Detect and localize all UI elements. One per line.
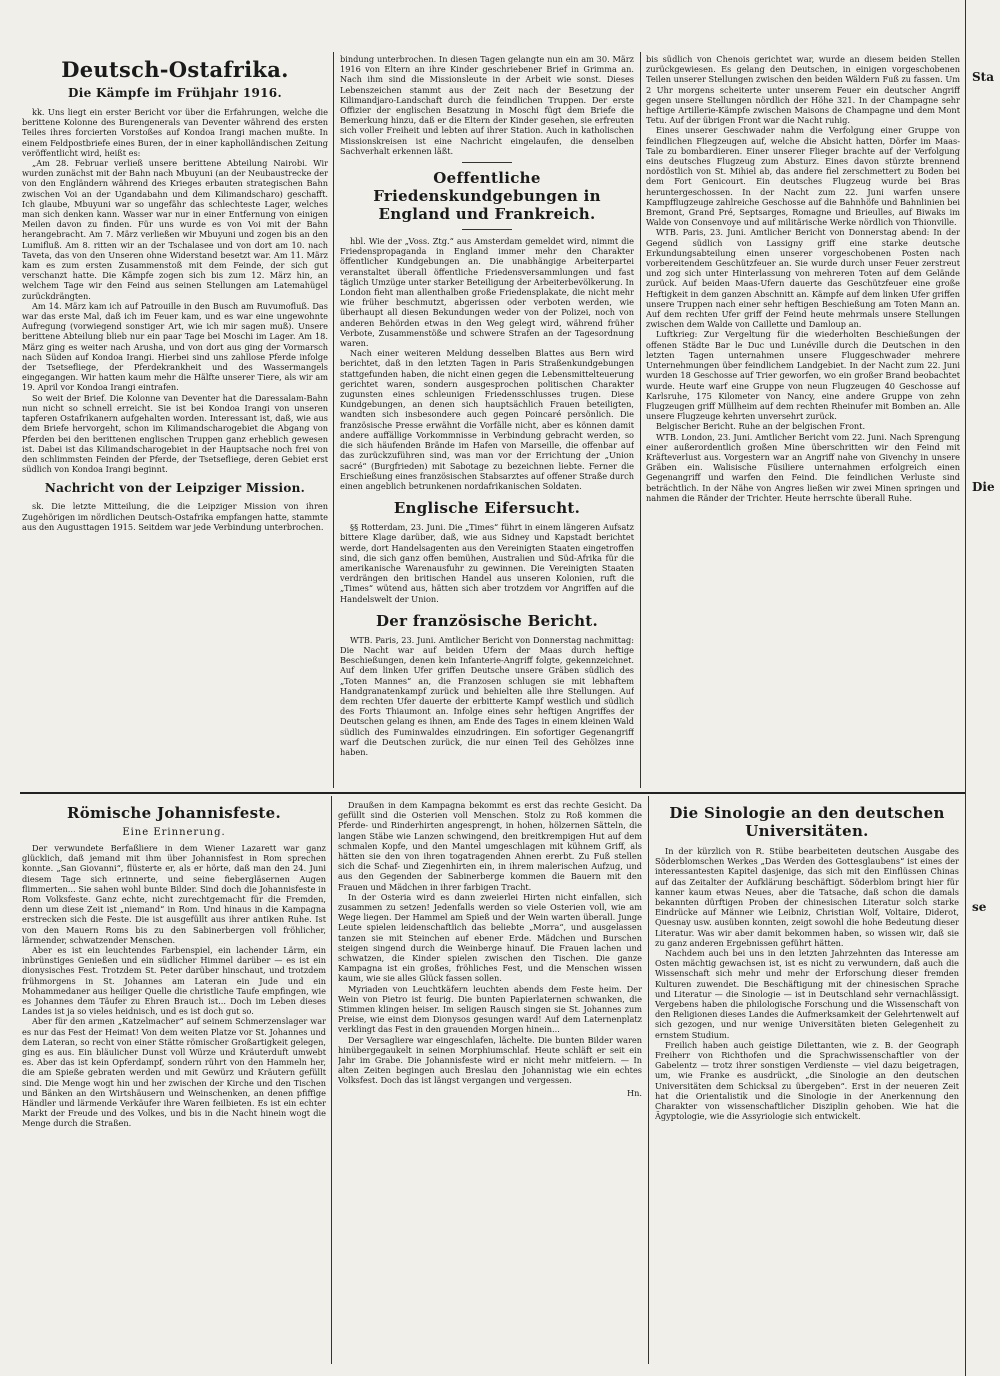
headline-leipziger-mission: Nachricht von der Leipziger Mission. [44, 481, 306, 496]
edge-fragment: se [972, 900, 987, 914]
author-signature: Hn. [626, 1087, 642, 1098]
column-1 [22, 54, 328, 788]
bottom-column-2 [338, 800, 642, 1364]
article-paragraph: Aber es ist ein leuchtendes Farbenspiel, ein lachender Lärm, ein inbrünstiges Genießen und ein südlicher Himmel darüber — es ist ein dionysisches Fest. Trotzdem St. Peter darüber hinschaut, und trotzdem frühmorgens in St. Johannes am Lateran ein Jude und ein Mohammedaner aus heiliger Quelle die christliche Taufe empfingen, wie es Johannes dem Täufer zu Ehren Brauch ist... Doch im Leben dieses Landes ist ja so vieles heidnisch, und es ist doch gut so. [22, 945, 326, 1017]
article-paragraph: kk. Uns liegt ein erster Bericht vor über die Erfahrungen, welche die berittene Kolonne des Burengenerals van Deventer während des ersten Teiles ihres forcierten Vorstoßes auf Kondoa Irangi machen mußte. In einem Feldpostbriefe eines Buren, der in einer kapholländischen Zeitung veröffentlicht wird, heißt es: [22, 107, 328, 158]
article-paragraph: Am 14. März kam ich auf Patrouille in den Busch am Ruvumofluß. Das war das erste Mal, daß ich im Feuer kam, und es war eine ungewohnte Aufregung (vorwiegend sonstiger Art, wie ich mir sagen muß). Unsere berittene Abteilung blieb nur ein paar Tage bei Moschi im Lager. Am 18. März ging es weiter nach Arusha, und von dort aus ging der Vormarsch nach Süden auf Kondoa Irangi. Hierbei sind uns zahllose Pferde infolge der Tsetsefliege, der Pferdekrankheit und des Wassermangels eingegangen. Wir hatten kaum mehr die Hälfte unserer Tiere, als wir am 19. April vor Kondoa Irangi eintrafen. [22, 300, 328, 393]
edge-fragment: Die [972, 480, 995, 494]
article-paragraph: §§ Rotterdam, 23. Juni. Die „Times“ führt in einem längeren Aufsatz bittere Klage darüber, daß, wie aus Sidney und Kapstadt berichtet werde, dort Handelsagenten aus den Vereinigten Staaten eingetroffen sind, die sich ganz offen bemühen, Australien und Süd-Afrika für die amerikanische Warenausfuhr zu gewinnen. Die Vereinigten Staaten verdrängen den britischen Handel aus unseren Kolonien, ruft die „Times“ wütend aus, hätten sich aber trotzdem vor Angriffen auf die Handelswelt der Union. [340, 522, 634, 604]
article-paragraph: Belgischer Bericht. Ruhe an der belgischen Front. [656, 421, 866, 432]
article-paragraph: Aber für den armen „Katzelmacher“ auf seinem Schmerzenslager war es nur das Fest der Heimat! Von dem weiten Platze vor St. Johannes und dem Lateran, so recht von einer Stätte römischer Großartigkeit gelegen, ging es aus. Ein bläulicher Dunst voll Würze und Kräuterduft umwebt es. Aber das ist kein Opferdampf, sondern rührt von den Hammeln her, die am Spieße gebraten werden und mit Gewürz und Kräutern gefüllt sind. Die Menge wogt hin und her zwischen der Kirche und den Tischen und Bänken an den Wirtshäusern und Weinschenken, an denen pfiffige Händler und lärmende Verkäufer ihre Waren feilbieten. Es ist ein echter Markt der Freude und des Volkes, und bis in die Nacht hinein wogt die Menge durch die Straßen. [22, 1016, 326, 1129]
article-paragraph: hbl. Wie der „Voss. Ztg.“ aus Amsterdam gemeldet wird, nimmt die Friedenspropaganda in England immer mehr den Charakter öffentlicher Kundgebungen an. Die unabhängige Arbeiterpartei veranstaltet überall öffentliche Friedensversammlungen und fast täglich Umzüge unter starker Beteiligung der Arbeiterbevölkerung. In London fieht man allenthalben große Friedensplakate, die nicht mehr wie früher beschmutzt, abgerissen oder verboten werden, wie überhaupt all diesen Bekundungen weder von der Polizei, noch von anderen Behörden etwas in den Weg gelegt wird, während früher Verbote, Zusammenstöße und schwere Strafen an der Tagesordnung waren. [340, 236, 634, 349]
subhead-kaempfe: Die Kämpfe im Frühjahr 1916. [68, 86, 282, 100]
column-2 [340, 54, 634, 788]
article-paragraph: So weit der Brief. Die Kolonne van Deventer hat die Daressalam-Bahn nun nicht so schnell erreicht. Sie ist bei Kondoa Irangi von unseren tapferen Ostafrikanern aufgehalten worden. Interessant ist, daß, wie aus dem Briefe hervorgeht, schon im Kilimandscharogebiet die Abgang von Pferden bei den berittenen englischen Truppen ganz erheblich gewesen ist. Dabei ist das Kilimandscharogebiet in der Hauptsache noch frei von den schlimmsten Feinden der Pferde, der Tsetsefliege, deren Gebiet erst südlich von Kondoa Irangi beginnt. [22, 392, 328, 475]
headline-englische-eifersucht: Englische Eifersucht. [393, 499, 581, 518]
article-paragraph: Luftkrieg: Zur Vergeltung für die wiederholten Beschießungen der offenen Städte Bar le Duc und Lunéville durch die Deutschen in den letzten Tagen unternahmen unsere Fluggeschwader mehrere Unternehmungen über feindlichem Landgebiet. In der Nacht zum 22. Juni wurden 18 Geschosse auf Trier geworfen, wo ein großer Brand beobachtet wurde. Heute warf eine Gruppe von neun Flugzeugen 40 Geschosse auf Karlsruhe, 175 Kilometer von Nancy, eine andere Gruppe von zehn Flugzeugen griff Müllheim auf dem rechten Rheinufer mit Bomben an. Alle unsere Flugzeuge kehrten unversehrt zurück. [646, 329, 960, 422]
separator [462, 162, 512, 163]
column-rule [648, 796, 649, 1364]
headline-sinologie: Die Sinologie an den deutschen Universitäten. [669, 804, 945, 840]
subhead-erinnerung: Eine Erinnerung. [122, 827, 226, 838]
article-paragraph: bindung unterbrochen. In diesen Tagen gelangte nun ein am 30. März 1916 von Eltern an ihre Kinder geschriebener Brief in Grimma an. Nach ihm sind die Missionsleute in der Arbeit wie sonst. Dieses Lebenszeichen stammt aus der Zeit nach der Besetzung der Kilimandjaro-Landschaft durch die feindlichen Truppen. Der erste Offizier der englischen Besatzung in Moschi fügt dem Briefe die Bemerkung hinzu, daß er die Eltern der Kinder gesehen, sie erfreuten sich voller Freiheit und lebten auf ihrer Station. Auch in katholischen Missionskreisen ist eine Nachricht eingelaufen, die denselben Sachverhalt erkennen läßt. [340, 54, 634, 156]
column-3 [646, 54, 960, 788]
article-paragraph: Freilich haben auch geistige Dilettanten, wie z. B. der Geograph Freiherr von Richthofen und die Sprachwissenschaftler von der Gabelentz — trotz ihrer sonstigen Verdienste — viel dazu beigetragen, um, wie Franke es ausdrückt, „die Sinologie an den deutschen Universitäten dem Schicksal zu übergeben“. Erst in der neueren Zeit hat die Orientalistik und die Sinologie in der Anerkennung den Charakter von wissenschaftlicher Disziplin gehoben. Wie hat die Ägyptologie, wie die Assyriologie sich entwickelt. [655, 1039, 959, 1122]
headline-johannisfeste: Römische Johannisfeste. [66, 804, 281, 822]
column-rule [965, 0, 966, 1376]
article-paragraph: In der Osteria wird es dann zweierlei Hirten nicht einfallen, sich zusammen zu setzen! Jedenfalls werden so viele Osterien voll, wie am Wege liegen. Der Hammel am Spieß und der Wein warten überall. Junge Leute spielen leidenschaftlich das beliebte „Morra“, und ausgelassen tanzen sie mit Steinchen auf ebener Erde. Mädchen und Burschen steigen singend durch die Weinberge hinauf. Die Frauen lachen und schwatzen, die Kinder spielen zwischen den Tischen. Die ganze Kampagna ist ein großes, fröhliches Fest, und die Menschen wissen kaum, wie sie alles Glück fassen sollen. [338, 891, 642, 984]
column-rule [333, 52, 334, 788]
article-paragraph: WTB. London, 23. Juni. Amtlicher Bericht vom 22. Juni. Nach Sprengung einer außerordentlich großen Mine überschritten wir den Feind mit Kräfteverlust aus. Vorgestern war an Angriff nahe von Givenchy in unsere Gräben ein. Walisische Füsiliere unternahmen erfolgreich einen Gegenangriff und warfen den Feind. Die feindlichen Verluste sind beträchtlich. In der Nähe von Angres ließen wir zwei Minen springen und nahmen die Ränder der Trichter. Heute herrschte überall Ruhe. [646, 431, 960, 503]
headline-franzoesischer-bericht: Der französische Bericht. [375, 611, 599, 630]
article-paragraph: Der Versagliere war eingeschlafen, lächelte. Die bunten Bilder waren hinübergegaukelt in seinen Morphiumschlaf. Heute schläft er seit ein Jahr im Grabe. Die Johannisfeste wird er nicht mehr mitfeiern. — In alten Zeiten begingen auch Breslau den Johannistag wie ein echtes Volksfest. Doch das ist längst vergangen und vergessen. [338, 1034, 642, 1086]
article-paragraph: In der kürzlich von R. Stübe bearbeiteten deutschen Ausgabe des Söderblomschen Werkes „Das Werden des Gottesglaubens“ ist eines der interessantesten Kapitel dasjenige, das sich mit den Einflüssen Chinas auf das Zeitalter der Aufklärung beschäftigt. Söderblom bringt hier für kanner kaum etwas Neues, aber die Tatsache, daß schon die damals bekannten dürftigen Proben der chinesischen Literatur solch starke Eindrücke auf Männer wie Leibniz, Christian Wolf, Voltaire, Diderot, Quesnay usw. ausüben konnten, zeigt sowohl die hohe Bedeutung dieser Literatur. Was wir aber damit bekommen haben, so wissen wir, daß sie zu ganz anderen Ergebnissen geführt hätten. [655, 846, 959, 948]
separator [462, 229, 512, 230]
article-paragraph: Myriaden von Leuchtkäfern leuchten abends dem Feste heim. Der Wein von Pietro ist feurig. Die bunten Papierlaternen schwanken, die Stimmen klingen heiser. Im seligen Rausch singen sie St. Johannes zum Preise, wie einst dem Dionysos gesungen ward! Auf dem Laternenplatz verklingt das Fest in den grauenden Morgen hinein... [338, 983, 642, 1035]
article-paragraph: Der verwundete Berfaßliere in dem Wiener Lazarett war ganz glücklich, daß jemand mit ihm über Johannisfest in Rom sprechen konnte. „San Giovanni“, flüsterte er, als er hörte, daß man den 24. Juni diesem Tage sich erinnerte, und seine fiebergläsernen Augen flimmerten... Sie sahen wohl bunte Bilder. Sind doch die Johannisfeste in Rom Volksfeste. Ganz echte, nicht zurechtgemacht für die Fremden, denn um diese Zeit ist „niemand“ in Rom. Und hinaus in die Kampagna erstrecken sich die Feste. Die ist ausgefüllt aus ihrer antiken Ruhe. Ist von den Mauern Roms bis zu den Sabinerbergen voll fröhlicher, lärmender, schwatzender Menschen. [22, 843, 326, 945]
article-paragraph: Nachdem auch bei uns in den letzten Jahrzehnten das Interesse am Osten mächtig gewachsen ist, ist es nicht zu verwundern, daß auch die Wissenschaft sich mehr und mehr der Erforschung dieser fremden Kulturen zuwendet. Die Beschäftigung mit der chinesischen Sprache und Literatur — die Sinologie — ist in Deutschland sehr vernachlässigt. Vergebens haben die philologische Forschung und die Wissenschaft von den Religionen dieses Landes die Aufmerksamkeit der Gelehrtenwelt auf sich gezogen, und nur wenige Universitäten bieten Gelegenheit zu ernstem Studium. [655, 948, 959, 1040]
headline-deutsch-ostafrika: Deutsch-Ostafrika. [61, 57, 289, 82]
column-rule [331, 796, 332, 1364]
article-paragraph: sk. Die letzte Mitteilung, die die Leipziger Mission von ihren Zugehörigen im nördlichen Deutsch-Ostafrika empfangen hatte, stammte aus den Augusttagen 1915. Seitdem war jede Verbindung unterbrochen. [22, 501, 328, 532]
article-paragraph: bis südlich von Chenois gerichtet war, wurde an diesem beiden Stellen zurückgewiesen. Es gelang den Deutschen, in einigen vorgeschobenen Teilen unserer Stellungen zwischen den beiden Wäldern Fuß zu fassen. Um 2 Uhr morgens scheiterte unter unserem Feuer ein deutscher Angriff gegen unsere Stellungen nördlich der Höhe 321. In der Champagne sehr heftige Artillerie-Kämpfe zwischen Maisons de Champagne und dem Mont Tetu. Auf der übrigen Front war die Nacht ruhig. [646, 54, 960, 126]
section-divider [20, 792, 965, 794]
headline-friedenskundgebungen: Oeffentliche Friedenskundgebungen in England und Frankreich. [373, 169, 601, 224]
bottom-column-3 [655, 800, 959, 1364]
article-paragraph: „Am 28. Februar verließ unsere berittene Abteilung Nairobi. Wir wurden zunächst mit der Bahn nach Mbuyuni (an der Neubaustrecke der von den Engländern während des Krieges erbauten strategischen Bahn zwischen Voi an der Ugandabahn und dem Kilimandscharo) geschafft. Ich glaube, Mbuyuni war so ungefähr das schlechteste Lager, welches man sich denken kann. Wasser war nur in einer Entfernung von einigen Meilen davon zu finden. Für uns wurde es von Voi mit der Bahn herangebracht. Am 7. März verließen wir Mbuyuni und zogen bis an den Lumifluß. Am 8. ritten wir an der Tschalasee und von dort am 10. nach Taveta, das von den Unseren ohne Widerstand besetzt war. Am 11. März kam es zum ersten Zusammenstoß mit dem Feinde, der sich gut verschanzt hatte. Die Kämpfe zogen sich bis zum 12. März hin, an welchem Tage wir den Feind aus seinen Stellungen am Latemahügel zurückdrängten. [22, 158, 328, 301]
article-paragraph: WTB. Paris, 23. Juni. Amtlicher Bericht von Donnerstag nachmittag: Die Nacht war auf beiden Ufern der Maas durch heftige Beschießungen, denen kein Infanterie-Angriff folgte, gekennzeichnet. Auf dem linken Ufer griffen Deutsche unsere Gräben südlich des „Toten Mannes“ an, die Franzosen schlugen sie mit lebhaftem Handgranatenkampf zurück und behielten alle ihre Stellungen. Auf dem rechten Ufer dauerte der erbitterte Kampf westlich und südlich des Forts Thiaumont an. Infolge eines sehr heftigen Angriffes der Deutschen gelang es ihnen, am Ende des Tages in einem kleinen Wald südlich des Fuminwaldes einzudringen. Ein sofortiger Gegenangriff warf die Deutschen zurück, die nur einen Teil des Gehölzes inne haben. [340, 634, 634, 757]
article-paragraph: Draußen in dem Kampagna bekommt es erst das rechte Gesicht. Da gefüllt sind die Osterien voll Menschen. Stolz zu Roß kommen die Pferde- und Rinderhirten angesprengt, in hohen, hölzernen Sätteln, die langen Stäbe wie Lanzen schwingend, den breitkrempigen Hut auf dem schmalen Kopfe, und den Mantel umgeschlagen mit kühnem Griff, als hätten sie den von ihren togatragenden Ahnen ererbt. Zu Fuß stellen sich die Schaf- und Ziegenhirten ein, in ihrem malerischen Aufzug, und aus den Gegenden der Sabinerberge kommen die Bauern mit den Frauen und Mädchen in ihrer farbigen Tracht. [338, 800, 642, 892]
article-paragraph: WTB. Paris, 23. Juni. Amtlicher Bericht von Donnerstag abend: In der Gegend südlich von Lassigny griff eine starke deutsche Erkundungsabteilung einen unserer vorgeschobenen Posten nach vorbereitendem Geschützfeuer an. Sie wurde durch unser Feuer zerstreut und zog sich unter Hinterlassung von mehreren Toten auf dem Gelände zurück. Auf beiden Maas-Ufern dauerte das Geschützfeuer eine große Heftigkeit in dem ganzen Abschnitt an. Kämpfe auf dem linken Ufer griffen unsere Truppen nach einer sehr heftigen Beschießung am Toten Mann an. Auf dem rechten Ufer griff der Feind heute mehrmals unsere Stellungen zwischen dem Walde von Caillette und Damloup an. [646, 227, 960, 330]
column-rule [640, 52, 641, 788]
article-paragraph: Nach einer weiteren Meldung desselben Blattes aus Bern wird berichtet, daß in den letzten Tagen in Paris Straßenkundgebungen stattgefunden haben, die nicht einen gegen die Lebensmittelteuerung gerichtet waren, sondern ausgesprochen politischen Charakter zugunsten eines schleunigen Friedensschlusses trugen. Diese Kundgebungen, an denen sich hauptsächlich Frauen beteiligten, wandten sich insbesondere auch gegen Poincaré persönlich. Die französische Presse erwähnt die Vorfälle nicht, aber es können damit andere auffällige Vorkommnisse in Verbindung gebracht werden, so die sich häufenden Brände im Hafen von Marseille, die offenbar auf das zurückzuführen sind, was man vor der Errichtung der „Union sacré“ (Burgfrieden) mit Sabotage zu bezeichnen liebte. Ferner die Erschießung eines französischen Stabsarztes auf offener Straße durch einen angeblich betrunkenen nordafrikanischen Soldaten. [340, 348, 634, 491]
bottom-column-1 [22, 800, 326, 1364]
article-paragraph: Eines unserer Geschwader nahm die Verfolgung einer Gruppe von feindlichen Fliegzeugen auf, welche die Absicht hatten, Dörfer im Maas-Tale zu bombardieren. Einer unserer Flieger brachte auf der Verfolgung eins deutsches Flugzeug zum Absturz. Eines davon stürzte brennend nordöstlich von St. Mihiel ab, das andere fiel zerschmettert zu Boden bei dem Fort Genicourt. Ein deutsches Flugzeug wurde bei Bras heruntergeschossen. In der Nacht zum 22. Juni warfen unsere Kampfflugzeuge zahlreiche Geschosse auf die Bahnhöfe und Bahnlinien bei Bremont, Grand Pré, Septsarges, Romagne und Brieulles, auf Biwaks im Walde von Consenvoye und auf militärische Werke nördlich von Thionville. [646, 125, 960, 228]
edge-fragment: Sta [972, 70, 994, 84]
